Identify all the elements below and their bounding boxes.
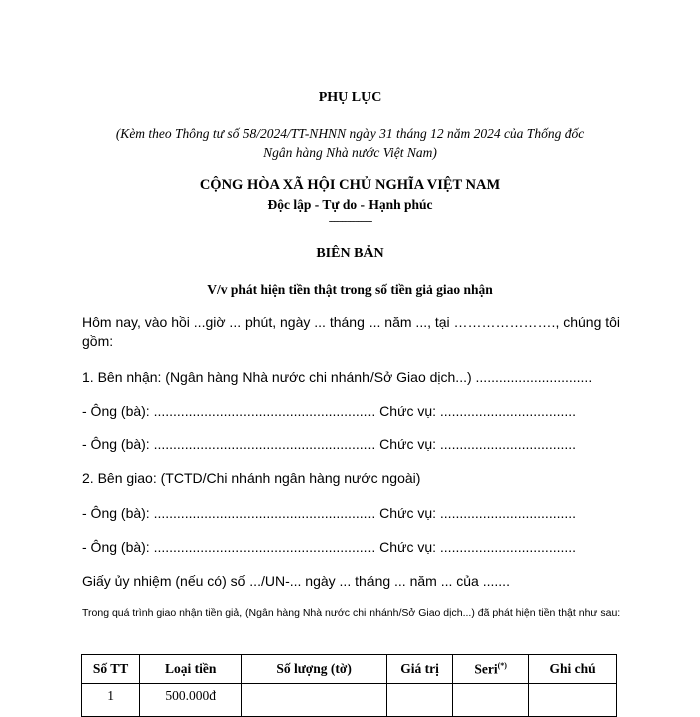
header-stt: Số TT [82, 655, 140, 684]
cell-so-luong [242, 684, 387, 717]
header-ghi-chu: Ghi chú [529, 655, 617, 684]
cell-ghi-chu [529, 684, 617, 717]
giver-person-2: - Ông (bà): ......................................................... Chức vụ: ................................... [82, 539, 577, 555]
cell-seri [453, 684, 529, 717]
receiver-person-1: - Ông (bà): ......................................................... Chức vụ: ................................... [82, 403, 577, 419]
appendix-title: PHỤ LỤC [318, 90, 382, 105]
banknote-table [81, 654, 617, 717]
national-motto: Độc lập - Tự do - Hạnh phúc [267, 197, 433, 212]
receiver-person-2: - Ông (bà): ......................................................... Chức vụ: ................................... [82, 436, 577, 452]
subtitle-line-1: (Kèm theo Thông tư số 58/2024/TT-NHNN ngày 31 tháng 12 năm 2024 của Thống đốc [115, 126, 585, 141]
header-gia-tri: Giá trị [387, 655, 453, 684]
header-so-luong: Số lượng (tờ) [242, 655, 387, 684]
intro-paragraph: Hôm nay, vào hồi ...giờ ... phút, ngày ... tháng ... năm ..., tại …………………., chúng tôi gồm: [82, 314, 621, 349]
cell-stt: 1 [82, 684, 140, 717]
document-subject: V/v phát hiện tiền thật trong số tiền giả giao nhận [207, 282, 493, 297]
seri-footnote-mark: (*) [497, 660, 507, 670]
national-heading: CỘNG HÒA XÃ HỘI CHỦ NGHĨA VIỆT NAM [199, 177, 501, 193]
header-loai-tien: Loại tiền [140, 655, 242, 684]
document-title: BIÊN BẢN [316, 246, 384, 261]
table-row [82, 684, 617, 717]
note-paragraph: Trong quá trình giao nhận tiền giả, (Ngân hàng Nhà nước chi nhánh/Sở Giao dịch...) đã phát hiện tiền thật như sau: [82, 607, 621, 619]
giver-line: 2. Bên giao: (TCTD/Chi nhánh ngân hàng nước ngoài) [82, 470, 421, 486]
receiver-line: 1. Bên nhận: (Ngân hàng Nhà nước chi nhánh/Sở Giao dịch...) .............................. [82, 369, 593, 385]
giver-person-1: - Ông (bà): ......................................................... Chức vụ: ................................... [82, 505, 577, 521]
appendix-subtitle [0, 124, 700, 162]
header-seri-label: Seri [474, 661, 498, 677]
cell-loai-tien: 500.000đ [140, 684, 242, 717]
authorization-line: Giấy ủy nhiệm (nếu có) số .../UN-... ngày ... tháng ... năm ... của ....... [82, 573, 510, 589]
subtitle-line-2: Ngân hàng Nhà nước Việt Nam) [263, 145, 437, 160]
motto-underline: ---------------- [328, 215, 372, 227]
table-header-row [82, 655, 617, 684]
cell-gia-tri [387, 684, 453, 717]
header-seri [453, 655, 529, 684]
